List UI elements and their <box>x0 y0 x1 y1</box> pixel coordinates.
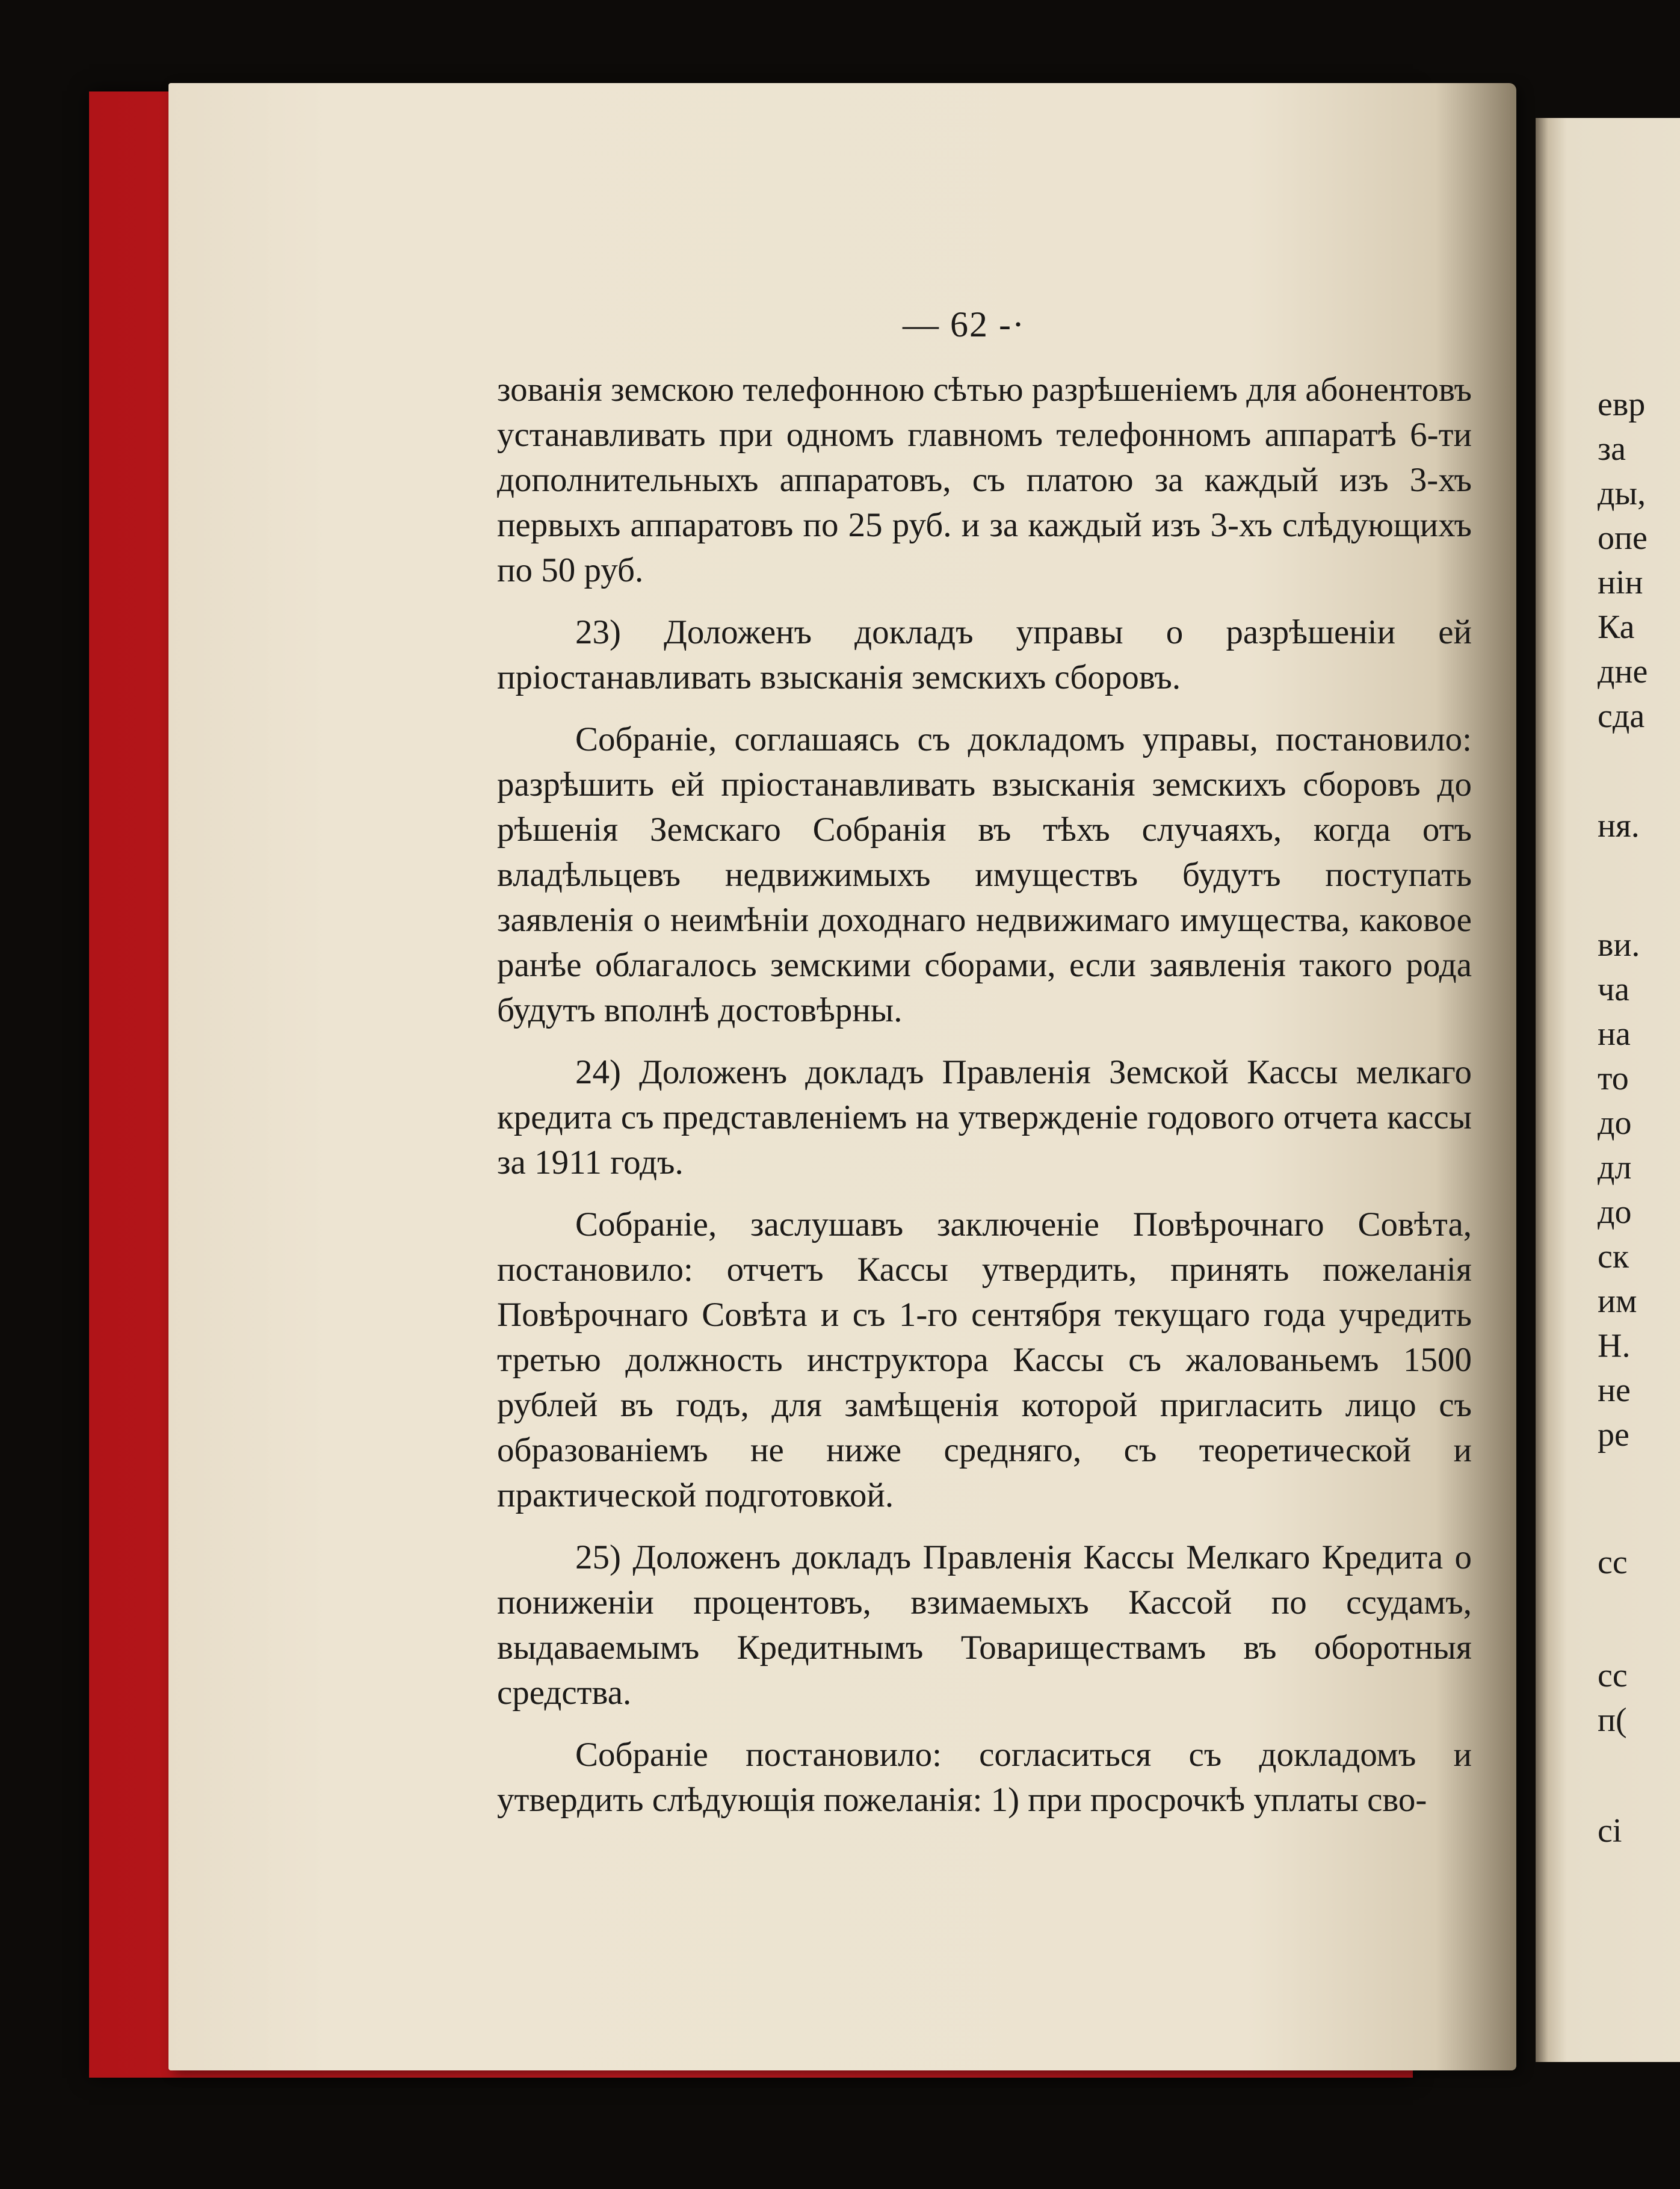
paragraph-resolution-25: Собраніе постановило: согласиться съ докладомъ и утвердить слѣдующія пожеланія: 1) при просрочкѣ уплаты сво- <box>497 1736 1472 1819</box>
paragraph-item-23: 23) Доложенъ докладъ управы о разрѣшеніи ей пріостанавливать взысканія земскихъ сборовъ. <box>497 613 1472 696</box>
page-text <box>497 367 1472 1822</box>
facing-line: ча <box>1598 971 1630 1008</box>
facing-line: сда <box>1598 698 1645 735</box>
paragraph-item-25: 25) Доложенъ докладъ Правленія Кассы Мелкаго Кредита о пониженіи процентовъ, взимаемыхъ Кассой по ссудамъ, выдаваемымъ Кредитнымъ Товариществамъ въ оборотныя средства. <box>497 1538 1472 1712</box>
facing-line: до <box>1598 1104 1632 1142</box>
facing-line: то <box>1598 1060 1629 1097</box>
paragraph-continuation: зованія земскою телефонною сѣтью разрѣшеніемъ для абонентовъ устанавливать при одномъ главномъ телефонномъ аппаратѣ 6-ти дополнительныхъ аппаратовъ, съ платою за каждый изъ 3-хъ первыхъ аппаратовъ по 25 руб. и за каждый изъ 3-хъ слѣдующихъ по 50 руб. <box>497 371 1472 589</box>
facing-line: Ка <box>1598 608 1635 646</box>
paragraph-item-24: 24) Доложенъ докладъ Правленія Земской Кассы мелкаго кредита съ представленіемъ на утвержденіе годового отчета кассы за 1911 годъ. <box>497 1053 1472 1181</box>
facing-line: ды, <box>1598 475 1646 512</box>
facing-line: евр <box>1598 386 1646 423</box>
facing-line: сі <box>1598 1812 1622 1850</box>
facing-line: сс <box>1598 1657 1628 1694</box>
facing-line: ня. <box>1598 807 1640 844</box>
facing-line: п( <box>1598 1701 1627 1739</box>
facing-line: Н. <box>1598 1327 1631 1364</box>
facing-line: ск <box>1598 1238 1629 1275</box>
facing-line: нін <box>1598 564 1643 601</box>
facing-line: ви. <box>1598 926 1640 964</box>
page-number: — 62 -· <box>903 305 1025 344</box>
paragraph-resolution-24: Собраніе, заслушавъ заключеніе Повѣрочнаго Совѣта, постановило: отчетъ Кассы утвердить, принять пожеланія Повѣрочнаго Совѣта и съ 1-го сентября текущаго года учредить третью должность инструктора Кассы съ жалованьемъ 1500 рублей въ годъ, для замѣщенія которой пригласить лицо съ образованіемъ не ниже средняго, съ теоретической и практической подготовкой. <box>497 1206 1472 1514</box>
facing-line: сс <box>1598 1544 1628 1581</box>
facing-line: за <box>1598 430 1626 468</box>
facing-line: дл <box>1598 1149 1632 1186</box>
facing-line: им <box>1598 1283 1637 1320</box>
facing-line: до <box>1598 1194 1632 1231</box>
paragraph-resolution-23: Собраніе, соглашаясь съ докладомъ управы, постановило: разрѣшить ей пріостанавливать взысканія земскихъ сборовъ до рѣшенія Земскаго Собранія въ тѣхъ случаяхъ, когда отъ владѣльцевъ недвижимыхъ имуществъ будутъ поступать заявленія о неимѣніи доходнаго недвижимаго имущества, каковое ранѣе облагалось земскими сборами, если заявленія такого рода будутъ вполнѣ достовѣрны. <box>497 720 1472 1029</box>
facing-line: опе <box>1598 519 1648 557</box>
facing-line: не <box>1598 1372 1631 1409</box>
facing-line: ре <box>1598 1416 1629 1454</box>
facing-line: на <box>1598 1015 1631 1053</box>
facing-line: дне <box>1598 653 1648 690</box>
